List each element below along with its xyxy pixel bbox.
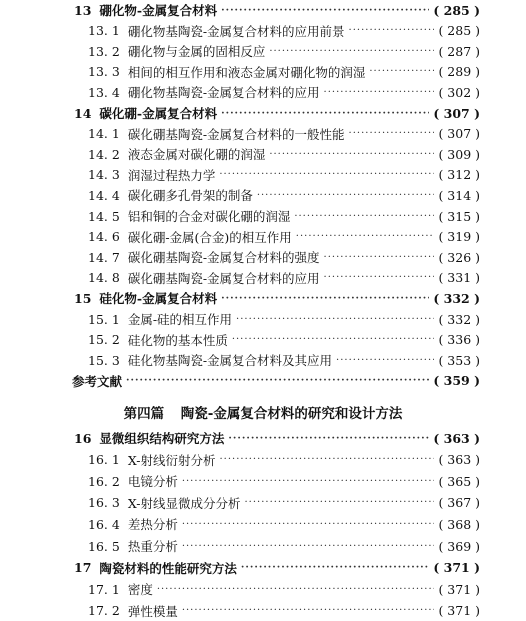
leader-dots xyxy=(324,272,435,283)
toc-entry-number: 14. 2 xyxy=(88,146,120,162)
toc-entry-page: ( 363 ) xyxy=(438,452,480,468)
leader-dots xyxy=(349,128,435,139)
leader-dots xyxy=(269,149,434,160)
leader-dots xyxy=(232,334,435,345)
toc-entry-number: 14. 1 xyxy=(88,126,120,142)
leader-dots xyxy=(294,211,434,222)
toc-entry-title: 碳化硼基陶瓷-金属复合材料的应用 xyxy=(127,270,320,286)
leader-dots xyxy=(269,46,434,57)
toc-entry-page: ( 326 ) xyxy=(438,249,480,265)
toc-entry-number: 14. 8 xyxy=(88,270,120,286)
toc-entry-page: ( 367 ) xyxy=(438,495,480,511)
toc-entry-number: 17. 2 xyxy=(88,603,120,619)
toc-entry xyxy=(88,41,480,61)
toc-entry-title: 碳化硼-金属复合材料 xyxy=(99,106,218,121)
toc-entry-title: 电镜分析 xyxy=(127,474,178,490)
leader-dots xyxy=(126,375,429,386)
toc-entry-page: ( 332 ) xyxy=(433,290,480,306)
toc-entry xyxy=(88,268,480,288)
toc-entry-number: 13 xyxy=(74,2,92,18)
toc-entry xyxy=(88,514,480,534)
part-label: 第四篇 xyxy=(123,406,165,422)
toc-entry xyxy=(88,601,480,621)
toc-entry-number: 14. 3 xyxy=(88,167,120,183)
toc-entry-title: 硼化物-金属复合材料 xyxy=(99,3,218,18)
toc-entry-title: 显微组织结构研究方法 xyxy=(99,431,225,446)
toc-entry-title: 热重分析 xyxy=(127,539,178,554)
toc-entry-page: ( 307 ) xyxy=(433,105,480,121)
leader-dots xyxy=(349,25,435,36)
toc-entry-title: 陶瓷材料的性能研究方法 xyxy=(99,560,237,576)
leader-dots xyxy=(236,314,434,325)
toc-entry-title: 碳化硼基陶瓷-金属复合材料的强度 xyxy=(127,250,320,266)
toc-entry xyxy=(88,124,480,144)
toc-entry-number: 15. 2 xyxy=(88,332,120,348)
toc-entry xyxy=(88,493,480,513)
toc-entry xyxy=(88,579,480,599)
toc-entry-title: 硼化物与金属的固相反应 xyxy=(127,44,266,60)
leader-dots xyxy=(369,66,434,77)
leader-dots xyxy=(296,231,435,242)
toc-entry xyxy=(88,21,480,41)
leader-dots xyxy=(257,190,435,201)
toc-entry-page: ( 285 ) xyxy=(433,2,480,18)
toc-entry-title: 硼化物基陶瓷-金属复合材料的应用前景 xyxy=(127,23,345,39)
toc-entry xyxy=(88,471,480,491)
toc-entry-title: 硅化物-金属复合材料 xyxy=(99,291,218,307)
toc-entry-page: ( 353 ) xyxy=(438,352,480,368)
toc-entry-title: 润湿过程热力学 xyxy=(127,167,216,183)
leader-dots xyxy=(221,108,429,119)
leader-dots xyxy=(219,169,434,180)
toc-entry xyxy=(88,82,480,102)
leader-dots xyxy=(182,541,435,552)
toc-entry xyxy=(74,0,480,20)
toc-entry-page: ( 287 ) xyxy=(438,43,480,59)
toc-entry xyxy=(88,309,480,329)
toc-entry-title: 碳化硼基陶瓷-金属复合材料的一般性能 xyxy=(127,126,345,142)
toc-entry-page: ( 371 ) xyxy=(433,560,480,576)
toc-entry xyxy=(88,247,480,267)
toc-entry xyxy=(88,144,480,164)
toc-entry-page: ( 336 ) xyxy=(438,332,480,348)
toc-entry-title: X-射线衍射分析 xyxy=(127,452,216,468)
toc-entry-page: ( 319 ) xyxy=(438,229,480,245)
toc-entry-page: ( 331 ) xyxy=(438,270,480,286)
toc-entry-number: 13. 4 xyxy=(88,84,120,100)
leader-dots xyxy=(245,497,435,508)
toc-entry-number: 16. 3 xyxy=(88,495,120,511)
toc-entry xyxy=(74,288,480,308)
toc-entry xyxy=(74,428,480,448)
toc-entry-number: 16. 4 xyxy=(88,516,120,532)
toc-entry-number: 16 xyxy=(74,430,92,446)
toc-entry-page: ( 307 ) xyxy=(438,126,480,142)
toc-entry-title: 密度 xyxy=(127,582,153,598)
toc-entry-title: 碳化硼-金属(合金)的相互作用 xyxy=(127,229,292,245)
toc-entry-page: ( 365 ) xyxy=(438,473,480,489)
part-heading xyxy=(0,402,526,422)
toc-entry-number: 14. 6 xyxy=(88,229,120,245)
part-title: 陶瓷-金属复合材料的研究和设计方法 xyxy=(180,406,403,422)
toc-entry-title: 液态金属对碳化硼的润湿 xyxy=(127,147,266,163)
toc-entry-page: ( 315 ) xyxy=(438,208,480,224)
toc-entry-page: ( 289 ) xyxy=(438,64,480,80)
toc-entry-page: ( 371 ) xyxy=(438,581,480,597)
toc-entry-number: 14. 7 xyxy=(88,249,120,265)
toc-entry xyxy=(88,350,480,370)
leader-dots xyxy=(182,476,435,487)
toc-entry-number: 16. 1 xyxy=(88,452,120,468)
toc-entry-title: 铝和铜的合金对碳化硼的润湿 xyxy=(127,209,291,224)
toc-entry-number: 13. 2 xyxy=(88,43,120,59)
leader-dots xyxy=(221,293,429,304)
leader-dots xyxy=(221,5,429,16)
toc-entry-page: ( 302 ) xyxy=(438,84,480,100)
toc-entry-number: 14. 5 xyxy=(88,208,120,224)
leader-dots xyxy=(228,433,429,444)
toc-entry-title: 参考文献 xyxy=(72,373,123,389)
leader-dots xyxy=(220,454,435,465)
toc-entry-page: ( 285 ) xyxy=(438,23,480,39)
toc-entry xyxy=(74,103,480,123)
toc-entry-number: 16. 5 xyxy=(88,538,120,554)
toc-entry-page: ( 309 ) xyxy=(438,146,480,162)
toc-entry xyxy=(88,450,480,470)
toc-entry-number: 17 xyxy=(74,560,92,576)
toc-entry-number: 13. 3 xyxy=(88,64,120,80)
toc-entry xyxy=(88,62,480,82)
leader-dots xyxy=(241,562,429,573)
toc-entry-title: 弹性模量 xyxy=(127,603,178,619)
toc-entry-number: 16. 2 xyxy=(88,473,120,489)
toc-entry xyxy=(88,330,480,350)
toc-entry xyxy=(74,558,480,578)
toc-entry-number: 14 xyxy=(74,105,92,121)
toc-entry-page: ( 368 ) xyxy=(438,516,480,532)
toc-entry-title: X-射线显微成分分析 xyxy=(127,495,241,511)
toc-entry-title: 硅化物的基本性质 xyxy=(127,332,228,348)
toc-entry-page: ( 314 ) xyxy=(438,187,480,203)
toc-entry xyxy=(88,165,480,185)
toc-entry-number: 15. 1 xyxy=(88,311,120,327)
leader-dots xyxy=(336,355,434,366)
toc-entry-page: ( 363 ) xyxy=(433,430,480,446)
leader-dots xyxy=(324,87,435,98)
toc-entry-number: 14. 4 xyxy=(88,187,120,203)
toc-entry-title: 相间的相互作用和液态金属对硼化物的润湿 xyxy=(127,64,366,80)
toc-entry xyxy=(88,185,480,205)
toc-entry-title: 差热分析 xyxy=(127,517,178,533)
toc-entry xyxy=(88,206,480,226)
toc-entry xyxy=(88,227,480,247)
toc-entry-title: 硼化物基陶瓷-金属复合材料的应用 xyxy=(127,85,320,101)
toc-entry-title: 硅化物基陶瓷-金属复合材料及其应用 xyxy=(127,353,333,369)
toc-entry xyxy=(88,536,480,556)
leader-dots xyxy=(157,584,435,595)
toc-entry-page: ( 369 ) xyxy=(438,538,480,554)
toc-entry xyxy=(72,371,480,391)
toc-entry-page: ( 332 ) xyxy=(438,311,480,327)
toc-entry-number: 17. 1 xyxy=(88,581,120,597)
toc-entry-page: ( 371 ) xyxy=(438,603,480,619)
toc-entry-number: 15 xyxy=(74,290,92,306)
toc-entry-number: 13. 1 xyxy=(88,23,120,39)
toc-entry-page: ( 359 ) xyxy=(433,373,480,389)
leader-dots xyxy=(182,519,435,530)
toc-entry-title: 金属-硅的相互作用 xyxy=(127,312,233,327)
toc-entry-page: ( 312 ) xyxy=(438,167,480,183)
toc-entry-title: 碳化硼多孔骨架的制备 xyxy=(127,188,253,204)
toc-entry-number: 15. 3 xyxy=(88,352,120,368)
leader-dots xyxy=(324,252,435,263)
